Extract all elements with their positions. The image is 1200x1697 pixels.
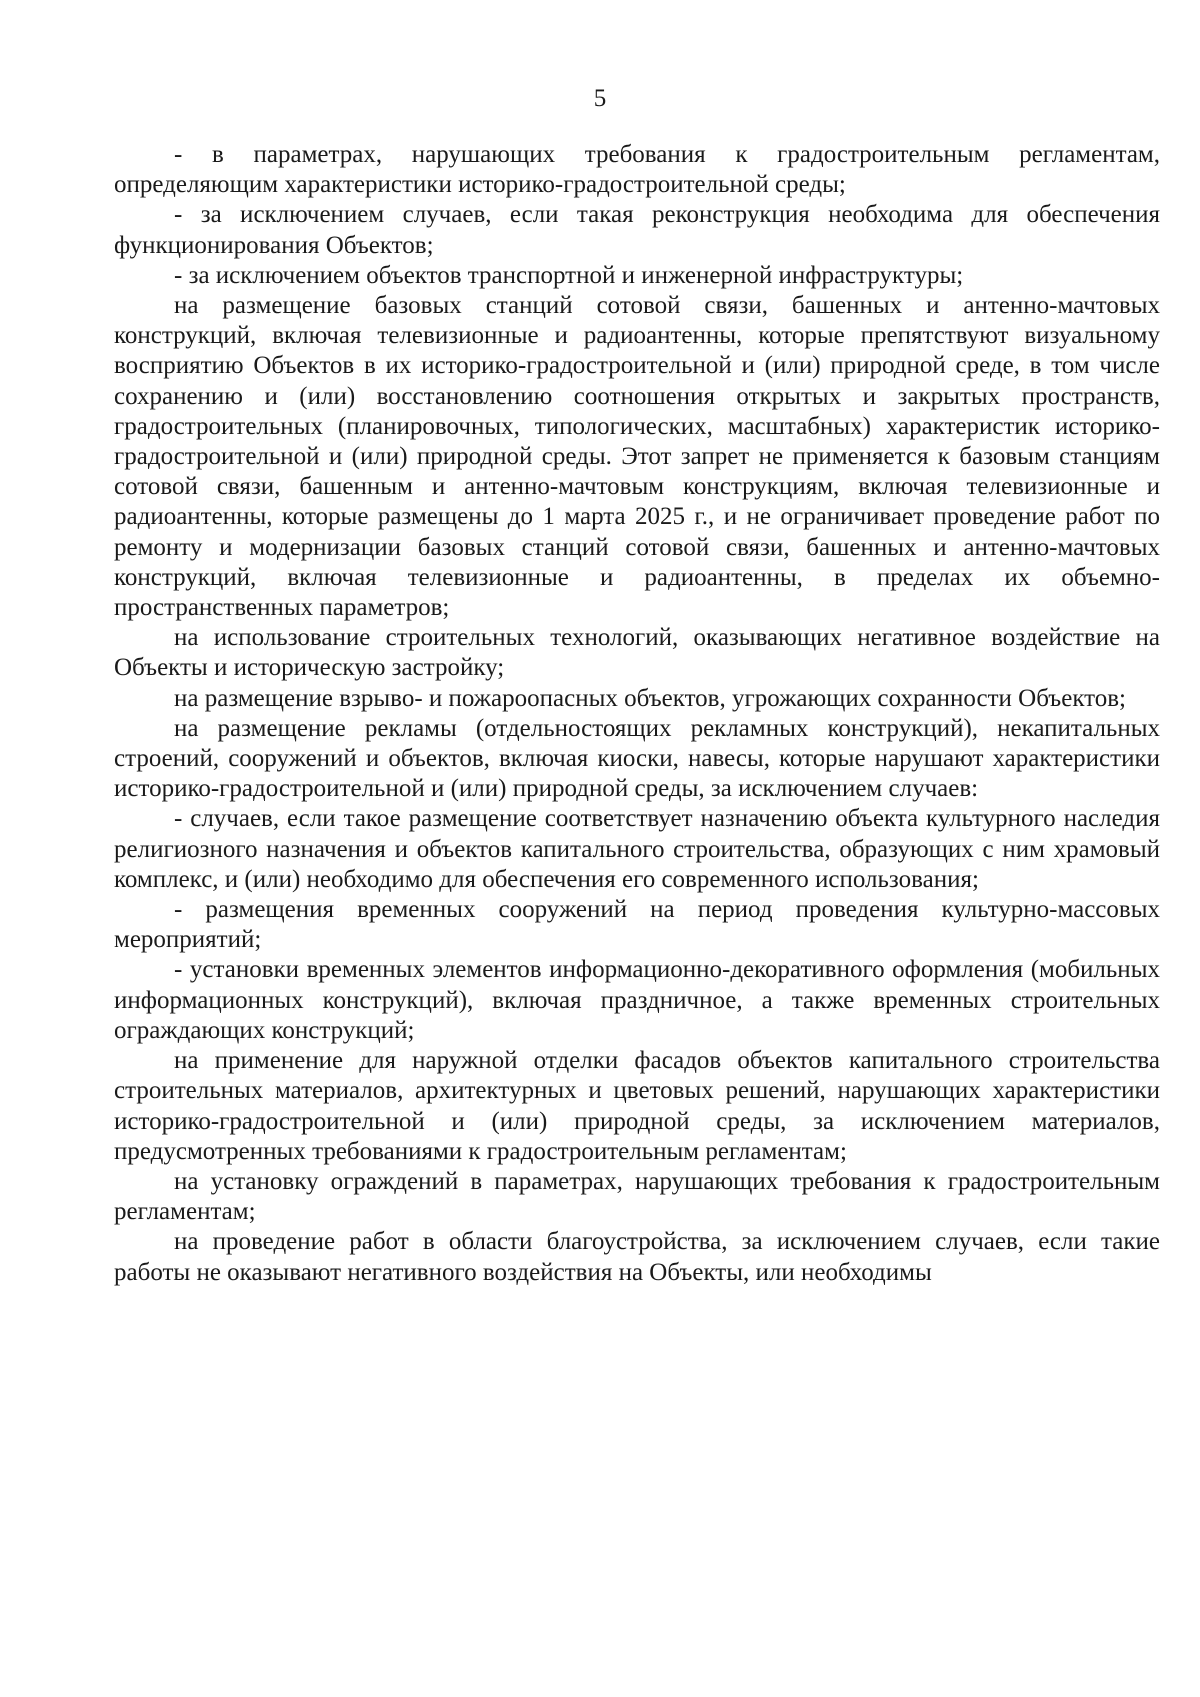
page-number: 5 [593,85,607,112]
paragraph-facade-finishing: на применение для наружной отделки фасадов объектов капитального строительства строительных материалов, архитектурных и цветовых решений, нарушающих характеристики историко-градостроительной и (или) природной среды, за исключением материалов, предусмотренных требованиями к градостроительным регламентам; [114,1047,1160,1165]
paragraph-exception-religious: - случаев, если такое размещение соответствует назначению объекта культурного наследия религиозного назначения и объектов капитального строительства, образующих с ним храмовый комплекс, и (или) необходимо для обеспечения его современного использования; [114,805,1160,893]
paragraph-exception-infrastructure: - за исключением объектов транспортной и инженерной инфраструктуры; [174,261,964,289]
paragraph-hazardous-objects: на размещение взрыво- и пожароопасных объектов, угрожающих сохранности Объектов; [174,684,1126,712]
paragraph-construction-technologies: на использование строительных технологий, оказывающих негативное воздействие на Объекты и историческую застройку; [114,624,1160,682]
paragraph-exception-decorative-elements: - установки временных элементов информационно-декоративного оформления (мобильных информационных конструкций), включая праздничное, а также временных строительных ограждающих конструкций; [114,956,1160,1044]
paragraph-exception-temporary-structures: - размещения временных сооружений на период проведения культурно-массовых мероприятий; [114,896,1160,954]
document-body [114,140,1160,1288]
paragraph-landscaping: на проведение работ в области благоустройства, за исключением случаев, если такие работы не оказывают негативного воздействия на Объекты, или необходимы [114,1228,1160,1286]
paragraph-exception-reconstruction: - за исключением случаев, если такая реконструкция необходима для обеспечения функционирования Объектов; [114,201,1160,259]
paragraph-advertising: на размещение рекламы (отдельностоящих рекламных конструкций), некапитальных строений, сооружений и объектов, включая киоски, навесы, которые нарушают характеристики историко-градостроительной и (или) природной среды, за исключением случаев: [114,714,1160,803]
paragraph-cellular-stations: на размещение базовых станций сотовой связи, башенных и антенно-мачтовых конструкций, включая телевизионные и радиоантенны, которые препятствуют визуальному восприятию Объектов в их историко-градостроительной и (или) природной среде, в том числе сохранению и (или) восстановлению соотношения открытых и закрытых пространств, градостроительных (планировочных, типологических, масштабных) характеристик историко-градостроительной и (или) природной среды. Этот запрет не применяется к базовым станциям сотовой связи, башенным и антенно-мачтовым конструкциям, включая телевизионные и радиоантенны, которые размещены до 1 марта 2025 г., и не ограничивает проведение работ по ремонту и модернизации базовых станций сотовой связи, башенных и антенно-мачтовых конструкций, включая телевизионные и радиоантенны, в пределах их объемно-пространственных параметров; [114,292,1160,622]
paragraph-fences: на установку ограждений в параметрах, нарушающих требования к градостроительным регламентам; [114,1167,1160,1226]
paragraph-restriction-parameters: - в параметрах, нарушающих требования к градостроительным регламентам, определяющим характеристики историко-градостроительной среды; [114,141,1160,199]
